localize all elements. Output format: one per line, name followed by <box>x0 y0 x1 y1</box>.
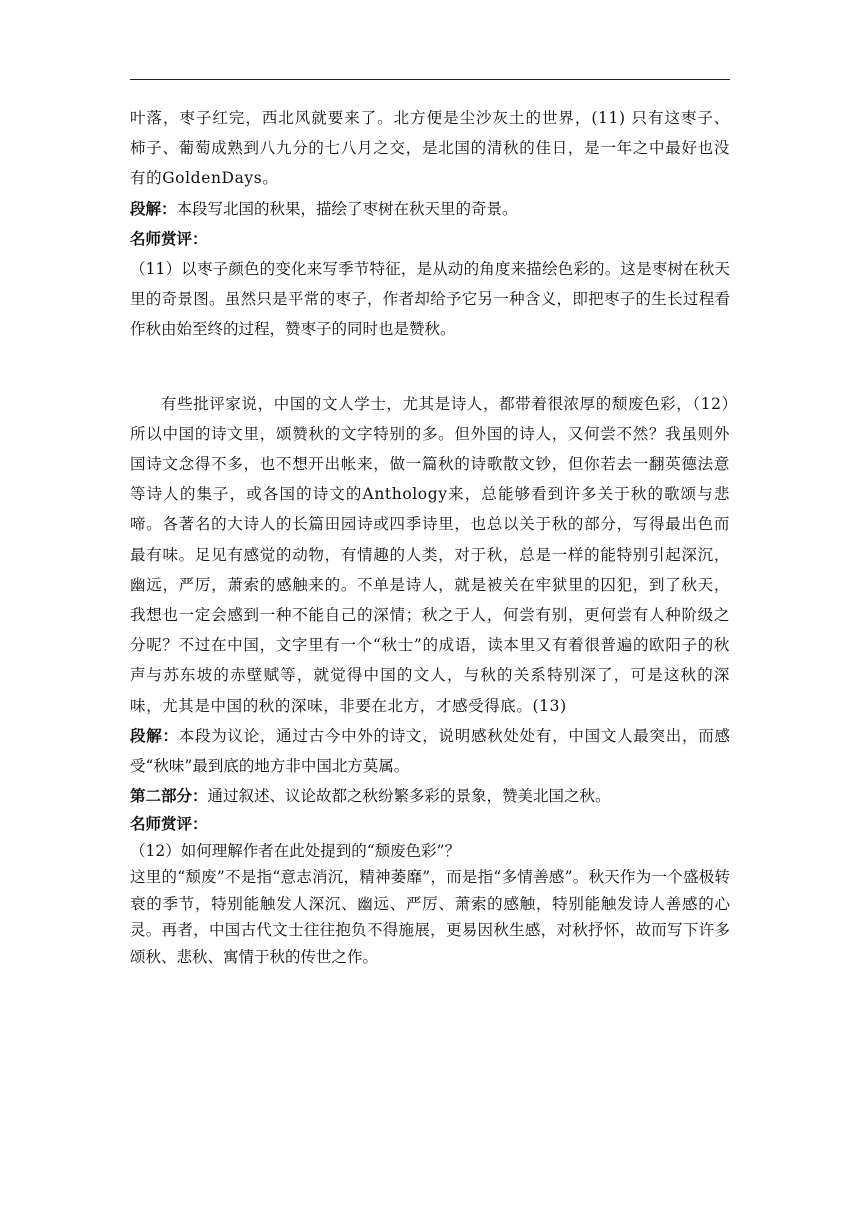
part-label: 第二部分： <box>130 787 208 806</box>
analysis-label: 段解： <box>130 199 177 218</box>
analysis-text: 本段写北国的秋果，描绘了枣树在秋天里的奇景。 <box>176 199 518 218</box>
header-rule <box>130 79 730 80</box>
analysis-label: 段解： <box>130 726 179 745</box>
paragraph-analysis-2 <box>130 721 730 781</box>
analysis-text: 本段为议论，通过古今中外的诗文，说明感秋处处有，中国文人最突出，而感受“秋味”最到底的地方非中国北方莫属。 <box>130 726 730 776</box>
essay-paragraph-11: 叶落，枣子红完，西北风就要来了。北方便是尘沙灰土的世界，(11) 只有这枣子、柿子、葡萄成熟到八九分的七八月之交，是北国的清秋的佳日，是一年之中最好也没有的GoldenDays。 <box>130 109 730 188</box>
part-summary <box>130 781 730 811</box>
document-content <box>130 103 730 970</box>
teacher-comment-label: 名师赏评： <box>130 229 208 248</box>
teacher-comment-heading-1 <box>130 224 730 254</box>
comment-answer: 这里的“颓废”不是指“意志消沉，精神萎靡”，而是指“多情善感”。秋天作为一个盛极转衰的季节，特别能触发人深沉、幽远、严厉、萧索的感触，特别能触发诗人善感的心灵。再者，中国古代文士往往抱负不得施展，更易因秋生感，对秋抒怀，故而写下许多颂秋、悲秋、寓情于秋的传世之作。 <box>130 868 730 966</box>
part-text: 通过叙述、议论故都之秋纷繁多彩的景象，赞美北国之秋。 <box>207 787 611 806</box>
teacher-comment-heading-2 <box>130 811 730 838</box>
teacher-comment-text-1: （11）以枣子颜色的变化来写季节特征，是从动的角度来描绘色彩的。这是枣树在秋天里的奇景图。虽然只是平常的枣子，作者却给予它另一种含义，即把枣子的生长过程看作秋由始至终的过程，赞枣子的同时也是赞秋。 <box>130 260 730 339</box>
essay-paragraph-12: 有些批评家说，中国的文人学士，尤其是诗人，都带着很浓厚的颓废色彩，（12）所以中国的诗文里，颂赞秋的文字特别的多。但外国的诗人，又何尝不然？我虽则外国诗文念得不多，也不想开出帐来，做一篇秋的诗歌散文钞，但你若去一翻英德法意等诗人的集子，或各国的诗文的Anthology来，总能够看到许多关于秋的歌颂与悲啼。各著名的大诗人的长篇田园诗或四季诗里，也总以关于秋的部分，写得最出色而最有味。足见有感觉的动物，有情趣的人类，对于秋，总是一样的能特别引起深沉，幽远，严厉，萧索的感触来的。不单是诗人，就是被关在牢狱里的囚犯，到了秋天，我想也一定会感到一种不能自己的深情；秋之于人，何尝有别，更何尝有人种阶级之分呢？不过在中国，文字里有一个“秋士”的成语，读本里又有着很普遍的欧阳子的秋声与苏东坡的赤壁赋等，就觉得中国的文人，与秋的关系特别深了，可是这秋的深味，尤其是中国的秋的深味，非要在北方，才感受得底。(13) <box>130 394 730 715</box>
paragraph-analysis-1 <box>130 194 730 224</box>
comment-question: （12）如何理解作者在此处提到的“颓废色彩”？ <box>130 841 461 860</box>
teacher-comment-label: 名师赏评： <box>130 815 208 834</box>
section-gap <box>130 345 730 389</box>
